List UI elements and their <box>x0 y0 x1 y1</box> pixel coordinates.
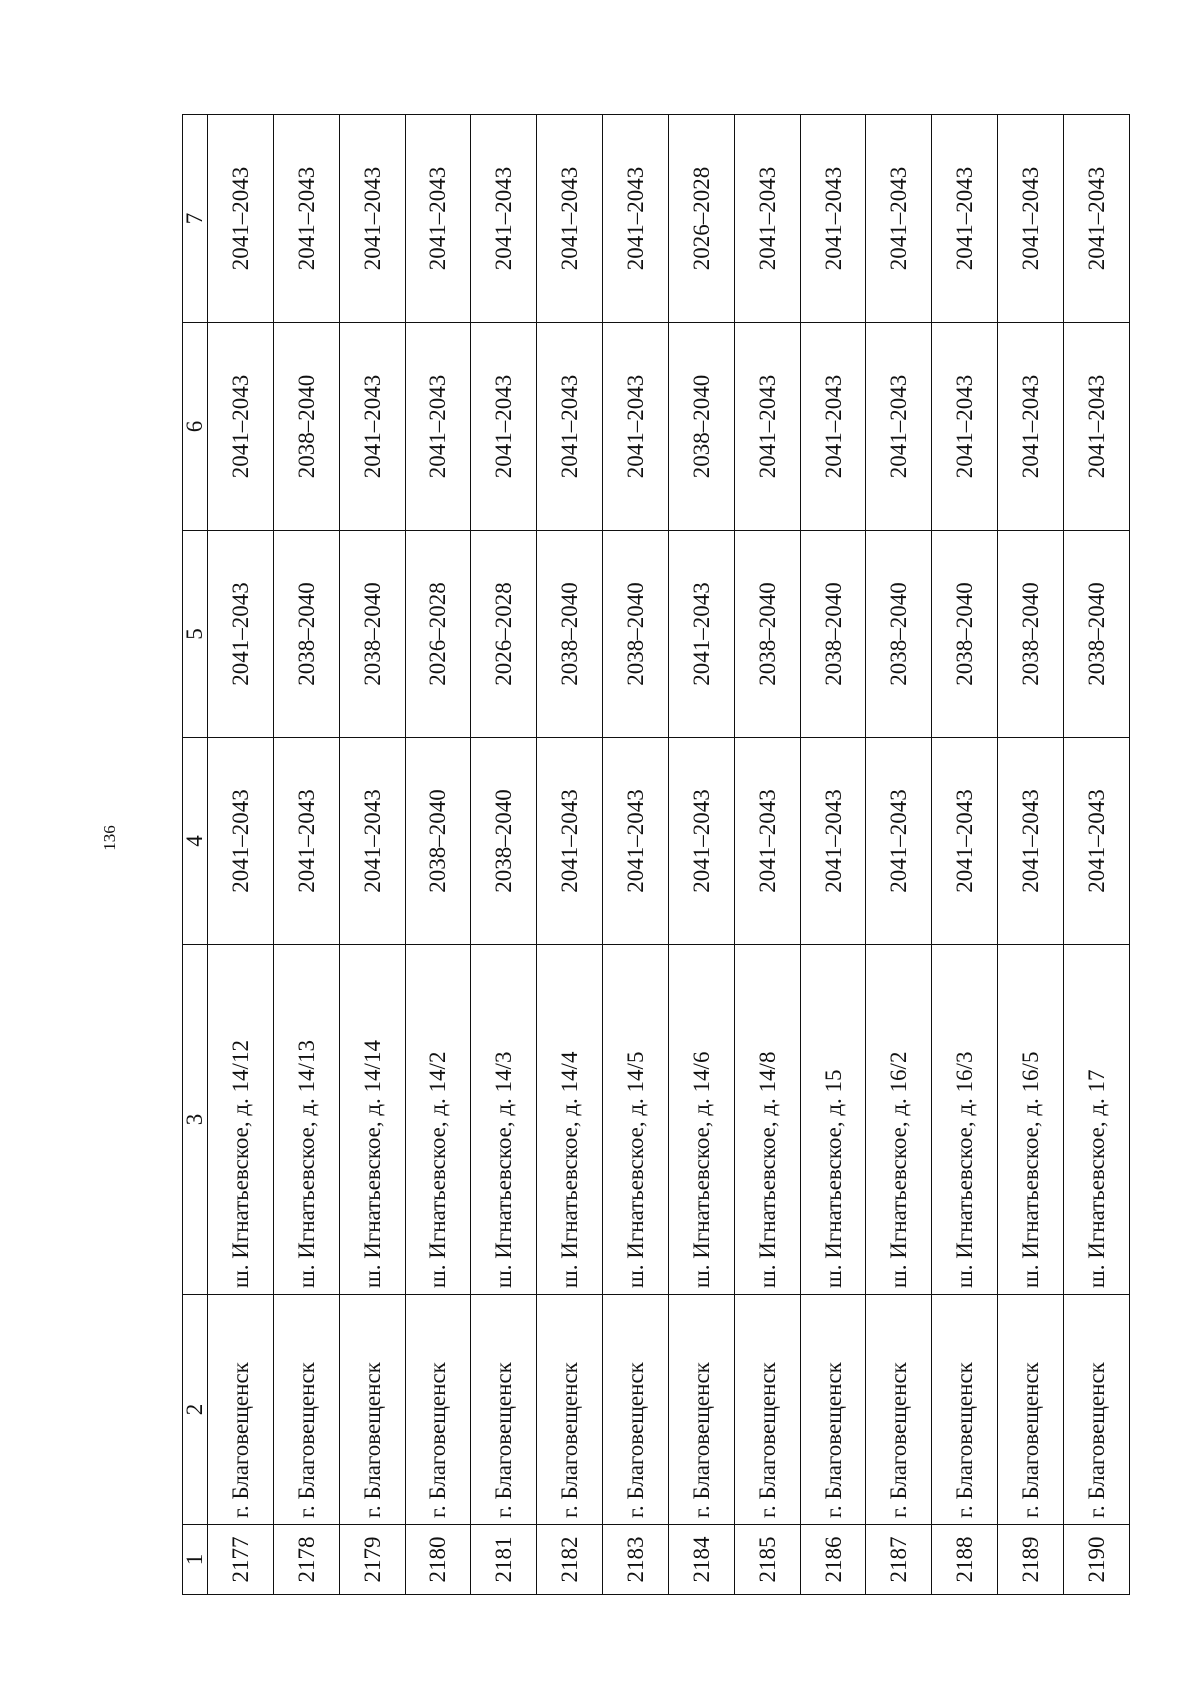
city-cell: г. Благовещенск <box>866 1295 932 1525</box>
period-cell: 2041–2043 <box>208 738 274 945</box>
row-number-cell: 2180 <box>405 1525 471 1595</box>
period-cell: 2038–2040 <box>273 531 339 738</box>
table-row <box>603 115 669 1595</box>
city-cell: г. Благовещенск <box>537 1295 603 1525</box>
address-cell: ш. Игнатьевское, д. 17 <box>1063 945 1129 1295</box>
period-cell: 2041–2043 <box>273 115 339 323</box>
column-header: 5 <box>183 531 208 738</box>
page-number: 136 <box>100 825 119 851</box>
address-cell: ш. Игнатьевское, д. 16/5 <box>998 945 1064 1295</box>
period-cell: 2038–2040 <box>932 531 998 738</box>
row-number-cell: 2181 <box>471 1525 537 1595</box>
row-number-cell: 2184 <box>668 1525 734 1595</box>
city-cell: г. Благовещенск <box>800 1295 866 1525</box>
city-cell: г. Благовещенск <box>339 1295 405 1525</box>
row-number-cell: 2186 <box>800 1525 866 1595</box>
period-cell: 2041–2043 <box>603 738 669 945</box>
address-cell: ш. Игнатьевское, д. 14/12 <box>208 945 274 1295</box>
period-cell: 2041–2043 <box>339 115 405 323</box>
schedule-table-container <box>182 115 1130 1595</box>
address-cell: ш. Игнатьевское, д. 14/14 <box>339 945 405 1295</box>
address-cell: ш. Игнатьевское, д. 14/8 <box>734 945 800 1295</box>
period-cell: 2041–2043 <box>800 115 866 323</box>
row-number-cell: 2179 <box>339 1525 405 1595</box>
address-cell: ш. Игнатьевское, д. 15 <box>800 945 866 1295</box>
table-row <box>537 115 603 1595</box>
table-body <box>208 115 1130 1595</box>
period-cell: 2038–2040 <box>734 531 800 738</box>
period-cell: 2041–2043 <box>208 115 274 323</box>
period-cell: 2041–2043 <box>208 323 274 531</box>
period-cell: 2041–2043 <box>734 323 800 531</box>
period-cell: 2041–2043 <box>405 115 471 323</box>
schedule-table <box>182 114 1130 1595</box>
city-cell: г. Благовещенск <box>603 1295 669 1525</box>
table-row <box>866 115 932 1595</box>
period-cell: 2038–2040 <box>800 531 866 738</box>
period-cell: 2038–2040 <box>866 531 932 738</box>
period-cell: 2041–2043 <box>734 738 800 945</box>
city-cell: г. Благовещенск <box>734 1295 800 1525</box>
period-cell: 2041–2043 <box>932 115 998 323</box>
address-cell: ш. Игнатьевское, д. 16/2 <box>866 945 932 1295</box>
period-cell: 2041–2043 <box>800 738 866 945</box>
table-row <box>800 115 866 1595</box>
period-cell: 2038–2040 <box>537 531 603 738</box>
period-cell: 2041–2043 <box>998 323 1064 531</box>
address-cell: ш. Игнатьевское, д. 14/2 <box>405 945 471 1295</box>
row-number-cell: 2178 <box>273 1525 339 1595</box>
address-cell: ш. Игнатьевское, д. 14/13 <box>273 945 339 1295</box>
period-cell: 2038–2040 <box>1063 531 1129 738</box>
period-cell: 2041–2043 <box>339 738 405 945</box>
city-cell: г. Благовещенск <box>208 1295 274 1525</box>
period-cell: 2041–2043 <box>471 115 537 323</box>
period-cell: 2041–2043 <box>1063 738 1129 945</box>
address-cell: ш. Игнатьевское, д. 14/3 <box>471 945 537 1295</box>
period-cell: 2041–2043 <box>273 738 339 945</box>
period-cell: 2026–2028 <box>471 531 537 738</box>
city-cell: г. Благовещенск <box>998 1295 1064 1525</box>
period-cell: 2041–2043 <box>1063 323 1129 531</box>
period-cell: 2038–2040 <box>668 323 734 531</box>
table-row <box>1063 115 1129 1595</box>
address-cell: ш. Игнатьевское, д. 16/3 <box>932 945 998 1295</box>
table-row <box>932 115 998 1595</box>
row-number-cell: 2183 <box>603 1525 669 1595</box>
table-row <box>208 115 274 1595</box>
column-header: 2 <box>183 1295 208 1525</box>
column-header: 3 <box>183 945 208 1295</box>
period-cell: 2041–2043 <box>537 323 603 531</box>
period-cell: 2038–2040 <box>471 738 537 945</box>
city-cell: г. Благовещенск <box>1063 1295 1129 1525</box>
address-cell: ш. Игнатьевское, д. 14/4 <box>537 945 603 1295</box>
period-cell: 2038–2040 <box>339 531 405 738</box>
row-number-cell: 2188 <box>932 1525 998 1595</box>
period-cell: 2041–2043 <box>603 323 669 531</box>
city-cell: г. Благовещенск <box>932 1295 998 1525</box>
period-cell: 2041–2043 <box>537 738 603 945</box>
table-row <box>734 115 800 1595</box>
period-cell: 2038–2040 <box>405 738 471 945</box>
column-header: 6 <box>183 323 208 531</box>
table-row <box>998 115 1064 1595</box>
period-cell: 2041–2043 <box>998 738 1064 945</box>
table-row <box>339 115 405 1595</box>
row-number-cell: 2187 <box>866 1525 932 1595</box>
period-cell: 2041–2043 <box>537 115 603 323</box>
column-header: 7 <box>183 115 208 323</box>
period-cell: 2041–2043 <box>866 738 932 945</box>
table-row <box>471 115 537 1595</box>
header-row <box>183 115 208 1595</box>
address-cell: ш. Игнатьевское, д. 14/5 <box>603 945 669 1295</box>
row-number-cell: 2189 <box>998 1525 1064 1595</box>
city-cell: г. Благовещенск <box>405 1295 471 1525</box>
row-number-cell: 2182 <box>537 1525 603 1595</box>
period-cell: 2026–2028 <box>668 115 734 323</box>
row-number-cell: 2185 <box>734 1525 800 1595</box>
period-cell: 2041–2043 <box>1063 115 1129 323</box>
period-cell: 2041–2043 <box>800 323 866 531</box>
period-cell: 2041–2043 <box>208 531 274 738</box>
table-row <box>668 115 734 1595</box>
period-cell: 2041–2043 <box>866 323 932 531</box>
period-cell: 2038–2040 <box>998 531 1064 738</box>
period-cell: 2041–2043 <box>998 115 1064 323</box>
city-cell: г. Благовещенск <box>668 1295 734 1525</box>
period-cell: 2038–2040 <box>273 323 339 531</box>
row-number-cell: 2177 <box>208 1525 274 1595</box>
table-row <box>273 115 339 1595</box>
period-cell: 2041–2043 <box>668 738 734 945</box>
city-cell: г. Благовещенск <box>273 1295 339 1525</box>
period-cell: 2038–2040 <box>603 531 669 738</box>
period-cell: 2041–2043 <box>603 115 669 323</box>
city-cell: г. Благовещенск <box>471 1295 537 1525</box>
period-cell: 2041–2043 <box>339 323 405 531</box>
period-cell: 2041–2043 <box>668 531 734 738</box>
period-cell: 2041–2043 <box>405 323 471 531</box>
table-row <box>405 115 471 1595</box>
period-cell: 2041–2043 <box>471 323 537 531</box>
period-cell: 2041–2043 <box>932 738 998 945</box>
column-header: 1 <box>183 1525 208 1595</box>
address-cell: ш. Игнатьевское, д. 14/6 <box>668 945 734 1295</box>
column-header: 4 <box>183 738 208 945</box>
period-cell: 2041–2043 <box>932 323 998 531</box>
period-cell: 2026–2028 <box>405 531 471 738</box>
period-cell: 2041–2043 <box>734 115 800 323</box>
row-number-cell: 2190 <box>1063 1525 1129 1595</box>
period-cell: 2041–2043 <box>866 115 932 323</box>
